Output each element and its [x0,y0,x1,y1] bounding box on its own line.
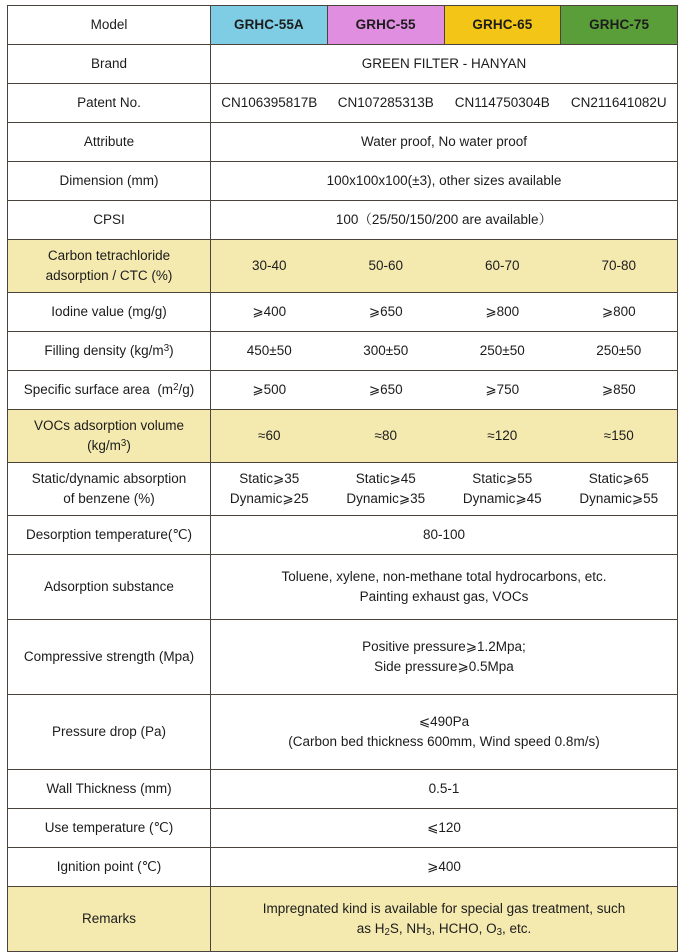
cell-benzene_absorption-4 [561,469,678,508]
row-values-specific_surface_area [211,371,678,410]
row-value-desorption_temperature: 80-100 [211,516,678,555]
row-label-desorption_temperature: Desorption temperature(℃) [8,516,211,555]
cell-line1: Static⩾35 [239,471,300,487]
cell-specific_surface_area-1: ⩾500 [252,382,287,398]
row-label-specific_surface_area: Specific surface area $(m^2/g)$ [8,371,211,410]
table-row [8,516,678,555]
row-value-adsorption_substance [211,555,678,620]
cell-patent_no-2: CN107285313B [337,95,434,111]
row-values-patent_no [211,84,678,123]
cell-iodine_value-4: ⩾800 [601,304,636,320]
table-row [8,555,678,620]
row-label-line1: VOCs adsorption volume [33,418,185,434]
cell-patent_no-4: CN211641082U [570,95,667,111]
table-row [8,84,678,123]
row-value-use_temperature: ⩽120 [211,809,678,848]
cell-line2: Dynamic⩾55 [579,491,659,506]
row-label-vocs_adsorption_volume [8,410,211,463]
cell-iodine_value-1: ⩾400 [252,304,287,320]
cell-benzene_absorption-3 [444,469,561,508]
cell-filling_density-2: 300±50 [363,343,409,359]
table-row [8,887,678,952]
row-values-filling_density [211,332,678,371]
cell-line2: Dynamic⩾35 [346,491,426,506]
table-row [8,770,678,809]
row-value-line2: as $H_2S$, $NH_3$, HCHO, $O_3$, etc. [356,921,532,938]
row-value-line1: Toluene, xylene, non-methane total hydrocarbons, etc. [281,569,607,585]
table-row [8,371,678,410]
row-label-brand: Brand [8,45,211,84]
cell-vocs_adsorption_volume-4: ≈150 [603,428,634,444]
row-values-vocs_adsorption_volume [211,410,678,463]
table-row [8,162,678,201]
row-value-wall_thickness: 0.5-1 [211,770,678,809]
cell-line2: Dynamic⩾25 [229,491,309,506]
cell-ctc-4: 70-80 [601,258,637,274]
row-value-line2: Side pressure⩾0.5Mpa [374,659,514,674]
row-label-remarks: Remarks [8,887,211,952]
row-value-line1: Positive pressure⩾1.2Mpa; [362,639,526,655]
cell-line1: Static⩾55 [472,471,533,487]
cell-ctc-2: 50-60 [368,258,404,274]
cell-specific_surface_area-3: ⩾750 [485,382,520,398]
cell-specific_surface_area-4: ⩾850 [601,382,636,398]
model-header-2: GRHC-55 [327,6,444,45]
table-row [8,410,678,463]
model-header-1: GRHC-55A [211,6,328,45]
table-row [8,620,678,695]
table-row [8,45,678,84]
row-label-pressure_drop: Pressure drop (Pa) [8,695,211,770]
row-label-patent_no: Patent No. [8,84,211,123]
cell-patent_no-3: CN114750304B [454,95,550,111]
row-value-line1: Impregnated kind is available for special gas treatment, such [262,901,626,917]
row-value-line2: (Carbon bed thickness 600mm, Wind speed 0.8m/s) [288,734,600,749]
cell-benzene_absorption-1 [211,469,328,508]
row-value-line1: ⩽490Pa [418,714,470,730]
row-value-pressure_drop [211,695,678,770]
cell-line2: Dynamic⩾45 [462,491,542,506]
cell-patent_no-1: CN106395817B [221,95,318,111]
table-row [8,463,678,516]
cell-line1: Static⩾45 [355,471,416,487]
row-values-ctc [211,240,678,293]
product-specification-table [7,5,678,952]
cell-ctc-3: 60-70 [484,258,520,274]
row-label-wall_thickness: Wall Thickness (mm) [8,770,211,809]
row-label-compressive_strength: Compressive strength (Mpa) [8,620,211,695]
table-row [8,293,678,332]
model-header-3: GRHC-65 [444,6,561,45]
cell-filling_density-1: 450±50 [246,343,292,359]
row-label-line2: of benzene (%) [63,491,155,506]
cell-benzene_absorption-2 [328,469,445,508]
row-value-brand: GREEN FILTER - HANYAN [211,45,678,84]
row-label-ctc [8,240,211,293]
table-row [8,201,678,240]
cell-iodine_value-2: ⩾650 [368,304,403,320]
table-row [8,332,678,371]
cell-filling_density-4: 250±50 [596,343,642,359]
row-label-iodine_value: Iodine value (mg/g) [8,293,211,332]
row-label-model: Model [8,6,211,45]
cell-vocs_adsorption_volume-2: ≈80 [374,428,397,444]
row-value-line2: Painting exhaust gas, VOCs [359,589,529,604]
row-label-line2: adsorption / CTC (%) [45,268,173,283]
row-label-adsorption_substance: Adsorption substance [8,555,211,620]
row-label-dimension: Dimension (mm) [8,162,211,201]
table-row [8,240,678,293]
table-row [8,695,678,770]
cell-iodine_value-3: ⩾800 [485,304,520,320]
table-row [8,809,678,848]
cell-specific_surface_area-2: ⩾650 [368,382,403,398]
cell-line1: Static⩾65 [588,471,649,487]
row-label-cpsi: CPSI [8,201,211,240]
table-row [8,123,678,162]
row-label-attribute: Attribute [8,123,211,162]
row-value-compressive_strength [211,620,678,695]
row-label-ignition_point: Ignition point (℃) [8,848,211,887]
specification-table-body [8,6,678,952]
row-label-benzene_absorption [8,463,211,516]
table-row [8,848,678,887]
cell-vocs_adsorption_volume-3: ≈120 [487,428,518,444]
table-row [8,6,678,45]
row-value-ignition_point: ⩾400 [211,848,678,887]
row-label-filling_density: Filling density $(kg/m^3)$ [8,332,211,371]
row-value-dimension: 100x100x100(±3), other sizes available [211,162,678,201]
cell-ctc-1: 30-40 [251,258,287,274]
row-label-line2: $(kg/m^3)$ [87,438,131,453]
cell-filling_density-3: 250±50 [479,343,525,359]
row-value-cpsi: 100（25/50/150/200 are available） [211,201,678,240]
row-label-line1: Carbon tetrachloride [47,248,171,264]
row-label-line1: Static/dynamic absorption [31,471,187,487]
row-label-use_temperature: Use temperature (℃) [8,809,211,848]
row-values-benzene_absorption [211,463,678,516]
model-header-4: GRHC-75 [561,6,678,45]
row-values-iodine_value [211,293,678,332]
row-value-remarks [211,887,678,952]
cell-vocs_adsorption_volume-1: ≈60 [258,428,281,444]
row-value-attribute: Water proof, No water proof [211,123,678,162]
